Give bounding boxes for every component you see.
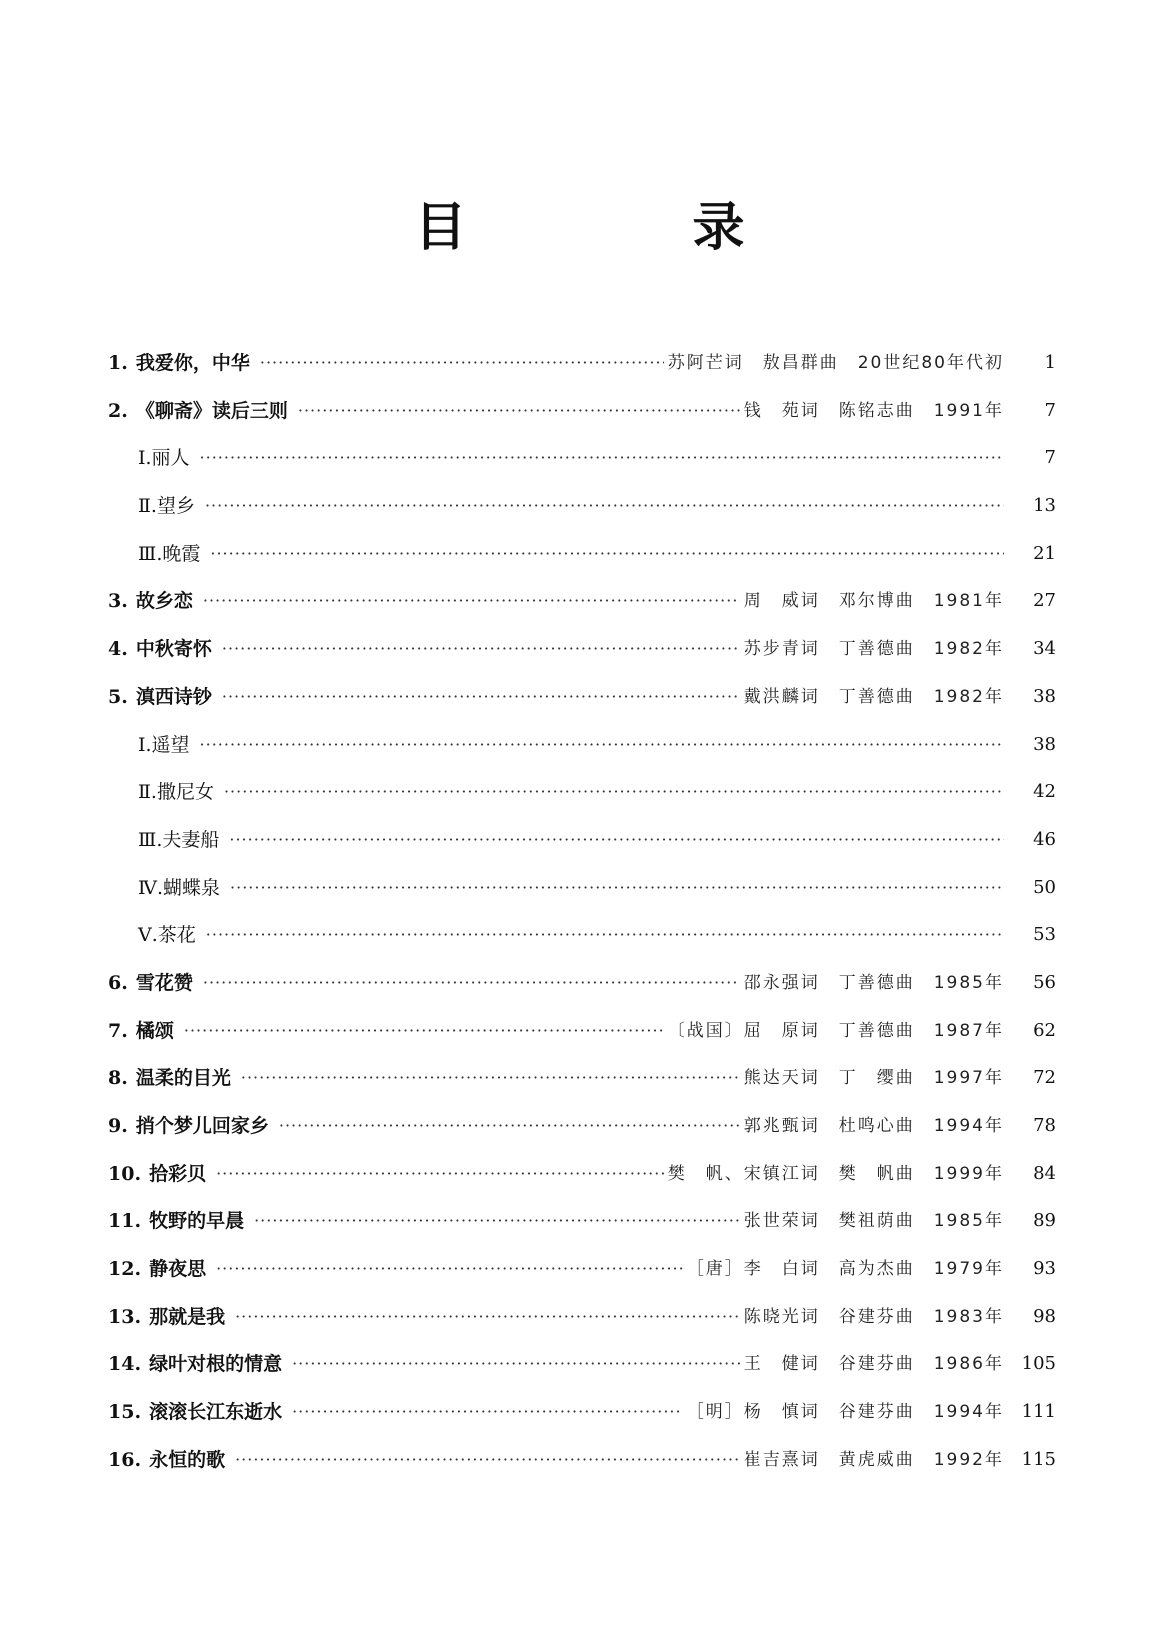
entry-title: 雪花赞: [135, 971, 193, 994]
entry-title: 滚滚长江东逝水: [149, 1401, 283, 1424]
dot-leader: [292, 1400, 683, 1424]
entry-title: 牧野的早晨: [149, 1210, 245, 1233]
toc-entry[interactable]: [108, 1352, 1056, 1400]
toc-entry[interactable]: [108, 637, 1056, 685]
dot-leader: [235, 1448, 740, 1472]
page-number: 38: [1033, 685, 1056, 707]
entry-credits: 王 健词 谷建芬曲 1986年: [743, 1354, 1004, 1375]
dot-leader: [222, 637, 740, 661]
toc-entry[interactable]: [108, 589, 1056, 637]
entry-credits: 周 威词 邓尔博曲 1981年: [743, 591, 1004, 612]
entry-title: 故乡恋: [135, 590, 193, 613]
dot-leader: [224, 780, 1004, 804]
entry-number: 1.: [108, 352, 128, 374]
toc-entry[interactable]: [108, 1305, 1056, 1353]
toc-entry[interactable]: [108, 971, 1056, 1019]
entry-title: Ⅴ.茶花: [138, 924, 196, 947]
page-number: 98: [1033, 1305, 1056, 1327]
page-number: 13: [1033, 495, 1056, 517]
entry-title: Ⅱ.望乡: [138, 495, 195, 518]
page-number: 27: [1033, 590, 1056, 612]
toc-entry[interactable]: [108, 1066, 1056, 1114]
toc-entry[interactable]: [108, 351, 1056, 399]
entry-credits: ［唐］李 白词 高为杰曲 1979年: [686, 1259, 1004, 1280]
toc-entry[interactable]: [108, 446, 1056, 494]
entry-title: 绿叶对根的情意: [149, 1353, 283, 1376]
page-number: 1: [1044, 352, 1056, 373]
entry-title: 静夜思: [149, 1258, 207, 1281]
dot-leader: [241, 1066, 740, 1090]
entry-credits: 邵永强词 丁善德曲 1985年: [743, 972, 1004, 993]
table-of-contents: [108, 351, 1056, 1496]
entry-title: Ⅳ.蝴蝶泉: [138, 876, 221, 899]
page-number: 53: [1033, 924, 1056, 946]
dot-leader: [222, 685, 740, 709]
page-number: 56: [1033, 971, 1056, 993]
toc-entry[interactable]: [108, 1400, 1056, 1448]
entry-number: 12.: [108, 1258, 142, 1281]
toc-entry[interactable]: [108, 1019, 1056, 1067]
entry-number: 9.: [108, 1115, 128, 1137]
toc-entry[interactable]: [108, 542, 1056, 590]
entry-number: 14.: [108, 1353, 142, 1376]
dot-leader: [254, 1209, 740, 1233]
dot-leader: [298, 399, 740, 423]
entry-title: 中秋寄怀: [135, 638, 212, 661]
toc-entry[interactable]: [108, 399, 1056, 447]
page-number: 7: [1044, 447, 1056, 469]
toc-entry[interactable]: [108, 494, 1056, 542]
entry-credits: 樊 帆、宋镇江词 樊 帆曲 1999年: [667, 1163, 1004, 1184]
dot-leader: [235, 1305, 740, 1329]
dot-leader: [203, 971, 740, 995]
entry-credits: ［明］杨 慎词 谷建芬曲 1994年: [686, 1402, 1004, 1423]
page-number: 50: [1033, 876, 1056, 898]
entry-title: 拾彩贝: [149, 1162, 207, 1185]
entry-number: 7.: [108, 1019, 128, 1042]
entry-number: 6.: [108, 971, 128, 994]
page-number: 111: [1021, 1401, 1056, 1423]
entry-credits: 戴洪麟词 丁善德曲 1982年: [743, 686, 1004, 707]
page-number: 89: [1033, 1210, 1056, 1232]
toc-entry[interactable]: [108, 1209, 1056, 1257]
entry-number: 13.: [108, 1305, 142, 1328]
toc-entry[interactable]: [108, 780, 1056, 828]
page-number: 34: [1033, 638, 1056, 660]
entry-title: Ⅲ.晚霞: [138, 542, 201, 565]
entry-title: 滇西诗钞: [135, 685, 212, 708]
entry-credits: 崔吉熹词 黄虎威曲 1992年: [743, 1449, 1004, 1470]
page-number: 115: [1021, 1448, 1056, 1470]
toc-entry[interactable]: [108, 1162, 1056, 1210]
entry-number: 4.: [108, 638, 128, 661]
dot-leader: [203, 589, 740, 613]
entry-number: 3.: [108, 590, 128, 613]
toc-entry[interactable]: [108, 1448, 1056, 1496]
entry-title: 橘颂: [135, 1019, 174, 1042]
entry-number: 11.: [108, 1210, 142, 1233]
entry-credits: 〔战国〕屈 原词 丁善德曲 1987年: [667, 1020, 1004, 1041]
toc-entry[interactable]: [108, 923, 1056, 971]
entry-number: 10.: [108, 1162, 142, 1185]
entry-number: 16.: [108, 1448, 142, 1471]
entry-title: 温柔的目光: [135, 1067, 231, 1090]
page-number: 84: [1033, 1162, 1056, 1184]
page-number: 62: [1033, 1019, 1056, 1041]
entry-number: 5.: [108, 685, 128, 708]
dot-leader: [229, 828, 1004, 852]
page-number: 38: [1033, 733, 1056, 755]
dot-leader: [200, 446, 1004, 470]
page-number: 78: [1033, 1115, 1056, 1136]
page-number: 46: [1033, 828, 1056, 850]
entry-title: Ⅱ.撒尼女: [138, 781, 214, 804]
page-number: 72: [1033, 1067, 1056, 1089]
toc-entry[interactable]: [108, 1114, 1056, 1162]
entry-credits: 苏阿芒词 敖昌群曲 20世纪80年代初: [667, 353, 1004, 373]
entry-title: 《聊斋》读后三则: [135, 399, 288, 422]
page-number: 93: [1033, 1258, 1056, 1280]
entry-number: 2.: [108, 399, 128, 422]
dot-leader: [206, 923, 1004, 947]
entry-credits: 郭兆甄词 杜鸣心曲 1994年: [743, 1116, 1004, 1136]
entry-number: 15.: [108, 1401, 142, 1424]
page-title: 目 录: [414, 198, 849, 258]
dot-leader: [279, 1114, 740, 1138]
dot-leader: [205, 494, 1004, 518]
toc-entry[interactable]: [108, 828, 1056, 876]
entry-title: Ⅰ.丽人: [138, 447, 190, 470]
entry-credits: 苏步青词 丁善德曲 1982年: [743, 639, 1004, 660]
dot-leader: [200, 733, 1004, 757]
entry-credits: 张世荣词 樊祖荫曲 1985年: [743, 1211, 1004, 1232]
entry-number: 8.: [108, 1067, 128, 1090]
entry-credits: 陈晓光词 谷建芬曲 1983年: [743, 1306, 1004, 1327]
entry-title: 那就是我: [149, 1305, 226, 1328]
page-number: 7: [1044, 399, 1056, 421]
page-number: 42: [1033, 781, 1056, 803]
dot-leader: [210, 542, 1004, 566]
entry-title: Ⅲ.夫妻船: [138, 828, 220, 851]
entry-title: 我爱你，中华: [135, 352, 250, 374]
entry-title: 永恒的歌: [149, 1448, 226, 1471]
toc-entry[interactable]: [108, 685, 1056, 733]
dot-leader: [216, 1257, 683, 1281]
toc-entry[interactable]: [108, 876, 1056, 924]
entry-title: Ⅰ.遥望: [138, 733, 190, 756]
dot-leader: [260, 351, 664, 375]
dot-leader: [230, 876, 1004, 900]
dot-leader: [216, 1162, 664, 1186]
toc-entry[interactable]: [108, 1257, 1056, 1305]
dot-leader: [292, 1352, 740, 1376]
entry-title: 捎个梦儿回家乡: [135, 1115, 269, 1137]
page-number: 105: [1021, 1353, 1056, 1375]
dot-leader: [184, 1019, 664, 1043]
entry-credits: 熊达天词 丁 缨曲 1997年: [743, 1068, 1004, 1089]
entry-credits: 钱 苑词 陈铭志曲 1991年: [743, 400, 1004, 421]
toc-entry[interactable]: [108, 733, 1056, 781]
page-number: 21: [1033, 542, 1056, 564]
